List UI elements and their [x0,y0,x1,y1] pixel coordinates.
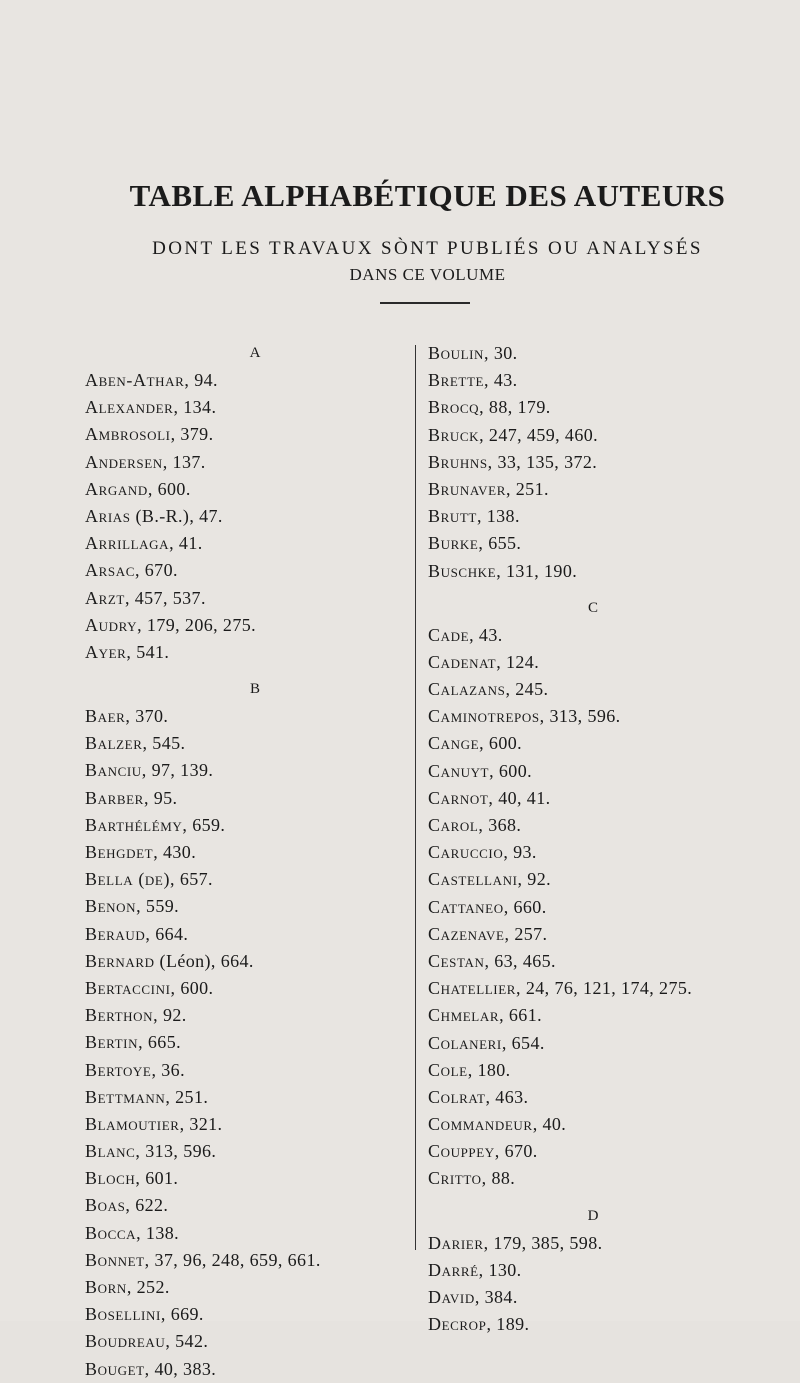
page-references: , 313, 596. [539,706,621,727]
index-entry [428,1030,800,1057]
page-references: , 463. [485,1086,529,1107]
page-references: , 313, 596. [135,1141,217,1162]
index-entry [85,476,405,503]
index-entry [85,367,405,394]
page-references: , 559. [136,896,180,917]
page-references: (B.-R.), 47. [130,505,223,526]
index-entry [428,422,800,449]
page-references: , 657. [170,869,213,890]
author-name: Bruck [428,424,480,445]
page-references: , 92. [153,1005,187,1026]
index-entry [85,1084,405,1111]
page-references: , 670. [494,1141,538,1162]
section-letter: B [249,681,260,698]
index-entry [85,449,405,476]
page-references: , 541. [126,641,170,662]
author-name: Balzer [85,733,143,754]
author-name: Cange [428,733,480,754]
author-name: Bocca [85,1222,137,1243]
page-references: , 600. [479,733,523,754]
index-entry [85,812,405,839]
page-references: , 430. [153,842,197,862]
author-name: Burke [428,533,479,554]
author-name: Argand [85,478,148,499]
page-references: , 379. [170,424,214,445]
section-gap [85,666,405,676]
index-entry [85,866,405,893]
index-entry [85,1274,405,1301]
index-entry [85,530,405,557]
page-references: , 95. [143,787,178,808]
page-references: , 124. [496,651,540,672]
page-references: , 43. [484,370,518,391]
page-references: , 600. [170,977,214,998]
page-references: , 245. [505,679,549,700]
index-entry [428,1311,800,1338]
page-references: , 661. [499,1005,543,1026]
author-name: Bruhns [428,451,488,472]
page-references: , 33, 135, 372. [487,451,598,472]
page-references: , 368. [478,815,522,835]
author-name: Baer [85,706,126,727]
author-name: Blanc [85,1141,136,1162]
title-rule [380,302,470,304]
author-name: Bonnet [85,1249,145,1270]
page-references: , 384. [474,1287,518,1307]
index-entry [85,1220,405,1247]
page-references: , 654. [501,1032,545,1053]
index-entry [428,476,800,503]
author-name: Cestan [428,950,485,971]
index-entry [85,1247,405,1274]
page-references: , 601. [135,1168,179,1189]
author-name: Bertin [85,1032,139,1053]
page-references: , 370. [125,706,169,727]
index-entry [428,1165,800,1192]
section-letter: D [587,1207,599,1224]
section-letter: C [587,599,598,616]
index-entry [428,758,800,785]
index-entry [428,730,800,757]
author-name: Darré [428,1259,479,1280]
author-name: Decrop [428,1314,487,1335]
page-references: , 180. [467,1059,511,1080]
index-entry [85,921,405,948]
page-references: , 138. [136,1222,180,1243]
index-entry [85,503,405,530]
index-entry [428,785,800,812]
author-name: Chatellier [428,978,517,999]
author-name: Bertaccini [85,977,171,998]
section-letter: A [249,345,261,361]
index-entry [85,1192,405,1219]
page-references: , 247, 459, 460. [479,424,599,445]
page-references: , 138. [476,506,520,527]
index-entry [428,503,800,530]
author-name: Chmelar [428,1005,500,1026]
author-name: Arzt [85,587,125,608]
index-entry [85,1029,405,1056]
page-references: , 457, 537. [124,587,206,608]
index-entry [85,1002,405,1029]
author-name: Andersen [85,451,163,472]
index-entry [85,1328,405,1355]
index-entry [428,866,800,893]
page-references: , 622. [125,1195,169,1216]
page-references: , 134. [173,397,217,418]
index-entry [428,340,800,367]
page-references: , 251. [505,478,549,499]
page-references: , 664. [145,923,189,944]
page-references: , 130. [478,1259,522,1280]
page-references: , 600. [489,760,533,781]
index-entry [85,585,405,612]
index-entry [428,1084,800,1111]
index-entry [85,394,405,421]
index-entry [428,1230,800,1257]
page-references: , 93. [503,842,537,863]
author-name: Boulin [428,343,485,363]
author-name: Blamoutier [85,1113,180,1134]
index-entry [428,1284,800,1311]
index-entry [85,639,405,666]
index-entry [85,839,405,866]
page-references: , 37, 96, 248, 659, 661. [144,1249,321,1270]
author-name: Barber [85,787,144,808]
author-name: Arsac [85,560,135,581]
index-entry [428,394,800,421]
author-name: Couppey [428,1141,495,1162]
page-references: , 43. [469,624,503,645]
index-entry [428,1138,800,1165]
page-references: , 137. [162,451,206,472]
page-references: , 659. [182,814,226,835]
index-entry [428,703,800,730]
page-references: , 179, 385, 598. [483,1232,603,1253]
page-references: , 97, 139. [141,760,214,781]
author-name: Berthon [85,1005,154,1026]
page-references: , 251. [165,1086,209,1107]
author-name: Colaneri [428,1032,502,1053]
index-entry [428,649,800,676]
index-entry [428,975,800,1002]
author-name: Boudreau [85,1331,166,1352]
page-references: , 88, 179. [479,397,551,418]
page-references: , 30. [484,343,518,363]
author-name: Born [85,1277,127,1297]
index-entry [428,449,800,476]
author-name: Canuyt [428,760,490,781]
index-entry [428,1057,800,1084]
author-name: Buschke [428,560,497,581]
index-entry [85,1165,405,1192]
index-entry [428,839,800,866]
author-name: Brocq [428,397,480,418]
author-name: Banciu [85,760,142,781]
page-references: , 94. [184,370,218,390]
author-name: Brette [428,370,485,391]
index-entry [85,421,405,448]
index-entry [428,622,800,649]
page-references: , 40, 41. [488,787,551,808]
page-references: (Léon), 664. [154,950,254,971]
index-entry [85,1138,405,1165]
page-references: , 40, 383. [144,1358,217,1379]
author-name: Cazenave [428,923,505,944]
page-references: , 257. [504,923,548,944]
page-references: , 40. [532,1114,567,1135]
page-references: , 600. [147,478,191,499]
index-entry [85,757,405,784]
author-name: Ambrosoli [85,424,171,445]
index-entry [85,948,405,975]
page-references: , 88. [481,1168,516,1189]
index-entry [428,812,800,839]
author-name: Castellani [428,869,518,890]
index-entry [428,921,800,948]
index-entry [85,557,405,584]
author-name: Cole [428,1059,468,1080]
author-name: Cattaneo [428,896,504,917]
page-references: , 179, 206, 275. [137,614,257,635]
index-entry [428,1111,800,1138]
author-name: Darier [428,1232,484,1253]
author-name: Arrillaga [85,533,170,554]
right-column [428,340,800,1338]
author-name: Carol [428,815,479,835]
index-entry [85,1057,405,1084]
page-references: , 24, 76, 121, 174, 275. [516,978,693,999]
page-references: , 670. [134,560,178,581]
page-references: , 669. [160,1304,204,1325]
page-references: , 542. [165,1331,209,1352]
author-name: Carnot [428,787,489,808]
author-name: Arias [85,505,131,526]
author-name: Audry [85,614,138,635]
author-name: Caruccio [428,842,504,863]
author-name: Bloch [85,1168,136,1189]
page-references: , 36. [151,1059,185,1080]
page-references: , 655. [478,533,522,554]
index-entry [428,530,800,557]
author-name: Beraud [85,923,146,944]
page-references: , 189. [486,1314,530,1335]
author-name: Boas [85,1195,126,1216]
index-entry [85,730,405,757]
author-name: Critto [428,1168,482,1189]
index-entry [85,785,405,812]
author-name: Colrat [428,1086,486,1107]
author-name: Behgdet [85,842,154,862]
author-name: Bouget [85,1358,145,1379]
index-entry [428,1257,800,1284]
index-entry [85,893,405,920]
section-gap [428,585,800,595]
author-name: Bosellini [85,1304,161,1325]
page-references: , 321. [179,1113,223,1134]
author-name: Caminotrepos [428,706,540,727]
page-references: , 660. [503,896,547,917]
author-name: Ayer [85,641,127,662]
page-subtitle-line-1: DONT LES TRAVAUX SÒNT PUBLIÉS OU ANALYSÉS [152,238,703,259]
author-name: Bernard [85,950,155,971]
author-name: David [428,1287,475,1307]
index-entry [85,1301,405,1328]
index-entry [428,367,800,394]
author-name: Brunaver [428,478,506,499]
column-divider [415,345,416,1250]
author-name: Bertoye [85,1059,152,1080]
author-name: Commandeur [428,1114,533,1135]
index-entry [85,975,405,1002]
index-entry [428,948,800,975]
index-entry [428,1002,800,1029]
page-references: , 665. [138,1032,182,1053]
author-name: Bella (de) [85,869,171,890]
left-column [85,340,405,1383]
page-references: , 92. [517,869,551,890]
author-name: Cadenat [428,651,497,672]
page-subtitle-line-2: DANS CE VOLUME [349,265,506,284]
index-entry [428,558,800,585]
author-name: Barthélémy [85,814,183,835]
index-entry [85,1111,405,1138]
page-references: , 131, 190. [496,560,578,581]
index-entry [85,703,405,730]
index-entry [428,894,800,921]
author-name: Brutt [428,506,477,527]
page-title: TABLE ALPHABÉTIQUE DES AUTEURS [129,178,726,213]
author-name: Bettmann [85,1086,166,1107]
index-entry [85,612,405,639]
index-entry [428,676,800,703]
author-name: Alexander [85,397,174,418]
index-entry [85,1356,405,1383]
section-gap [428,1193,800,1203]
author-name: Benon [85,896,137,917]
page-references: , 63, 465. [484,950,556,971]
page-references: , 545. [142,733,186,754]
author-name: Cade [428,624,470,645]
page-references: , 252. [126,1277,170,1297]
author-name: Calazans [428,679,506,700]
page-references: , 41. [169,533,203,554]
author-name: Aben-Athar [85,370,185,390]
